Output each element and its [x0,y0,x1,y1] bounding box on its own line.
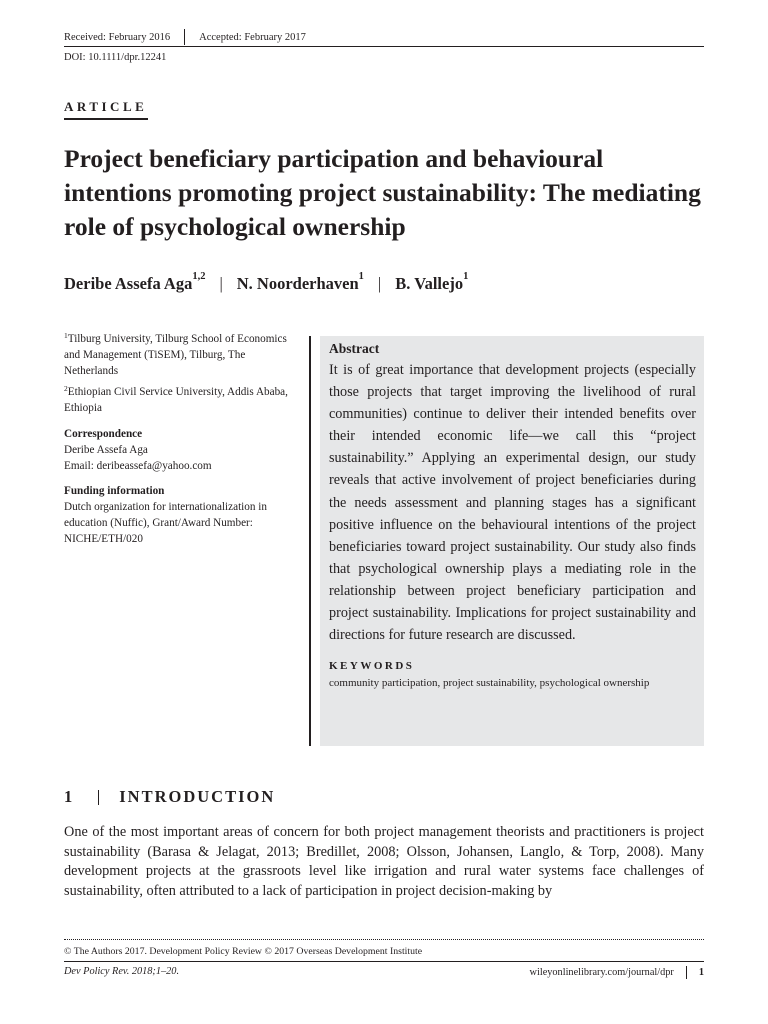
author-info-column [64,332,300,548]
funding-heading: Funding information [64,485,165,498]
keywords-heading: KEYWORDS [329,660,415,673]
author-separator: | [377,274,382,293]
section-number: 1 [64,787,75,806]
article-label: ARTICLE [64,99,148,114]
abstract-heading: Abstract [329,341,380,356]
footer-dotted-rule [64,939,704,940]
introduction-paragraph: One of the most important areas of concern for both project management theorists and practitioners is project sustainability (Barasa & Jelagat, 2013; Bredillet, 2008; Olsson, Johansen, Langlo, & Torp, 2008). Many development projects at the grassroots level like irrigation and rural water systems face challenges of sustainability, often attributed to a lack of participation in project decision-making by [64,824,704,899]
header-rule [64,46,704,47]
correspondence-name: Deribe Assefa Aga [64,443,148,456]
journal-url[interactable]: wileyonlinelibrary.com/journal/dpr [529,967,674,978]
correspondence-email[interactable]: Email: deribeassefa@yahoo.com [64,459,212,472]
funding-text: Dutch organization for internationalization in education (Nuffic), Grant/Award Number: NICHE/ETH/020 [64,501,267,545]
author-3[interactable]: B. Vallejo$^1$ [395,271,469,293]
journal-reference: Dev Policy Rev. 2018;1–20. [64,966,180,977]
author-separator: | [219,274,223,293]
column-divider [309,336,311,746]
doi[interactable]: DOI: 10.1111/dpr.12241 [64,52,167,63]
affiliation-2: $^2$Ethiopian Civil Service University, Addis Ababa, Ethiopia [64,384,288,415]
section-title: INTRODUCTION [119,787,276,806]
footer-divider [686,966,687,979]
section-heading [64,787,275,807]
footer-rule [64,961,704,962]
page-number: 1 [698,967,704,978]
copyright-notice: © The Authors 2017. Development Policy Review © 2017 Overseas Development Institute [64,946,423,957]
keywords-text: community participation, project sustainability, psychological ownership [329,677,650,690]
accepted-date: Accepted: February 2017 [199,31,306,43]
footer-right [530,966,704,979]
author-2[interactable]: N. Noorderhaven$^1$ [236,271,364,293]
article-label-rule [64,118,148,120]
paper-title: Project beneficiary participation and behavioural intentions promoting project sustainability: The mediating role of psychological ownership [64,144,701,241]
correspondence-heading: Correspondence [64,427,143,440]
abstract-box [320,336,704,746]
author-1[interactable]: Deribe Assefa Aga$^{1,2}$ [64,271,206,293]
affiliation-1: $^1$Tilburg University, Tilburg School of Economics and Management (TiSEM), Tilburg, The Netherlands [64,331,287,377]
header-dates [64,29,306,45]
header-divider [184,29,185,45]
author-list [64,271,469,294]
abstract-text: It is of great importance that development projects (especially those projects that target improving the livelihood of rural communities) continue to deliver their intended benefits over their intended economic life—we call this “project sustainability.” Applying an experimental design, our study reveals that active involvement of project beneficiaries during the needs assessment and planning stages has a significant positive influence on the behavioural intentions of the project beneficiaries toward project sustainability. Our study also finds that psychological ownership plays a mediating role in the relationship between project beneficiary participation and project sustainability. Implications for project sustainability and directions for future research are discussed. [329,362,696,644]
received-date: Received: February 2016 [64,31,171,43]
section-divider [98,790,99,805]
